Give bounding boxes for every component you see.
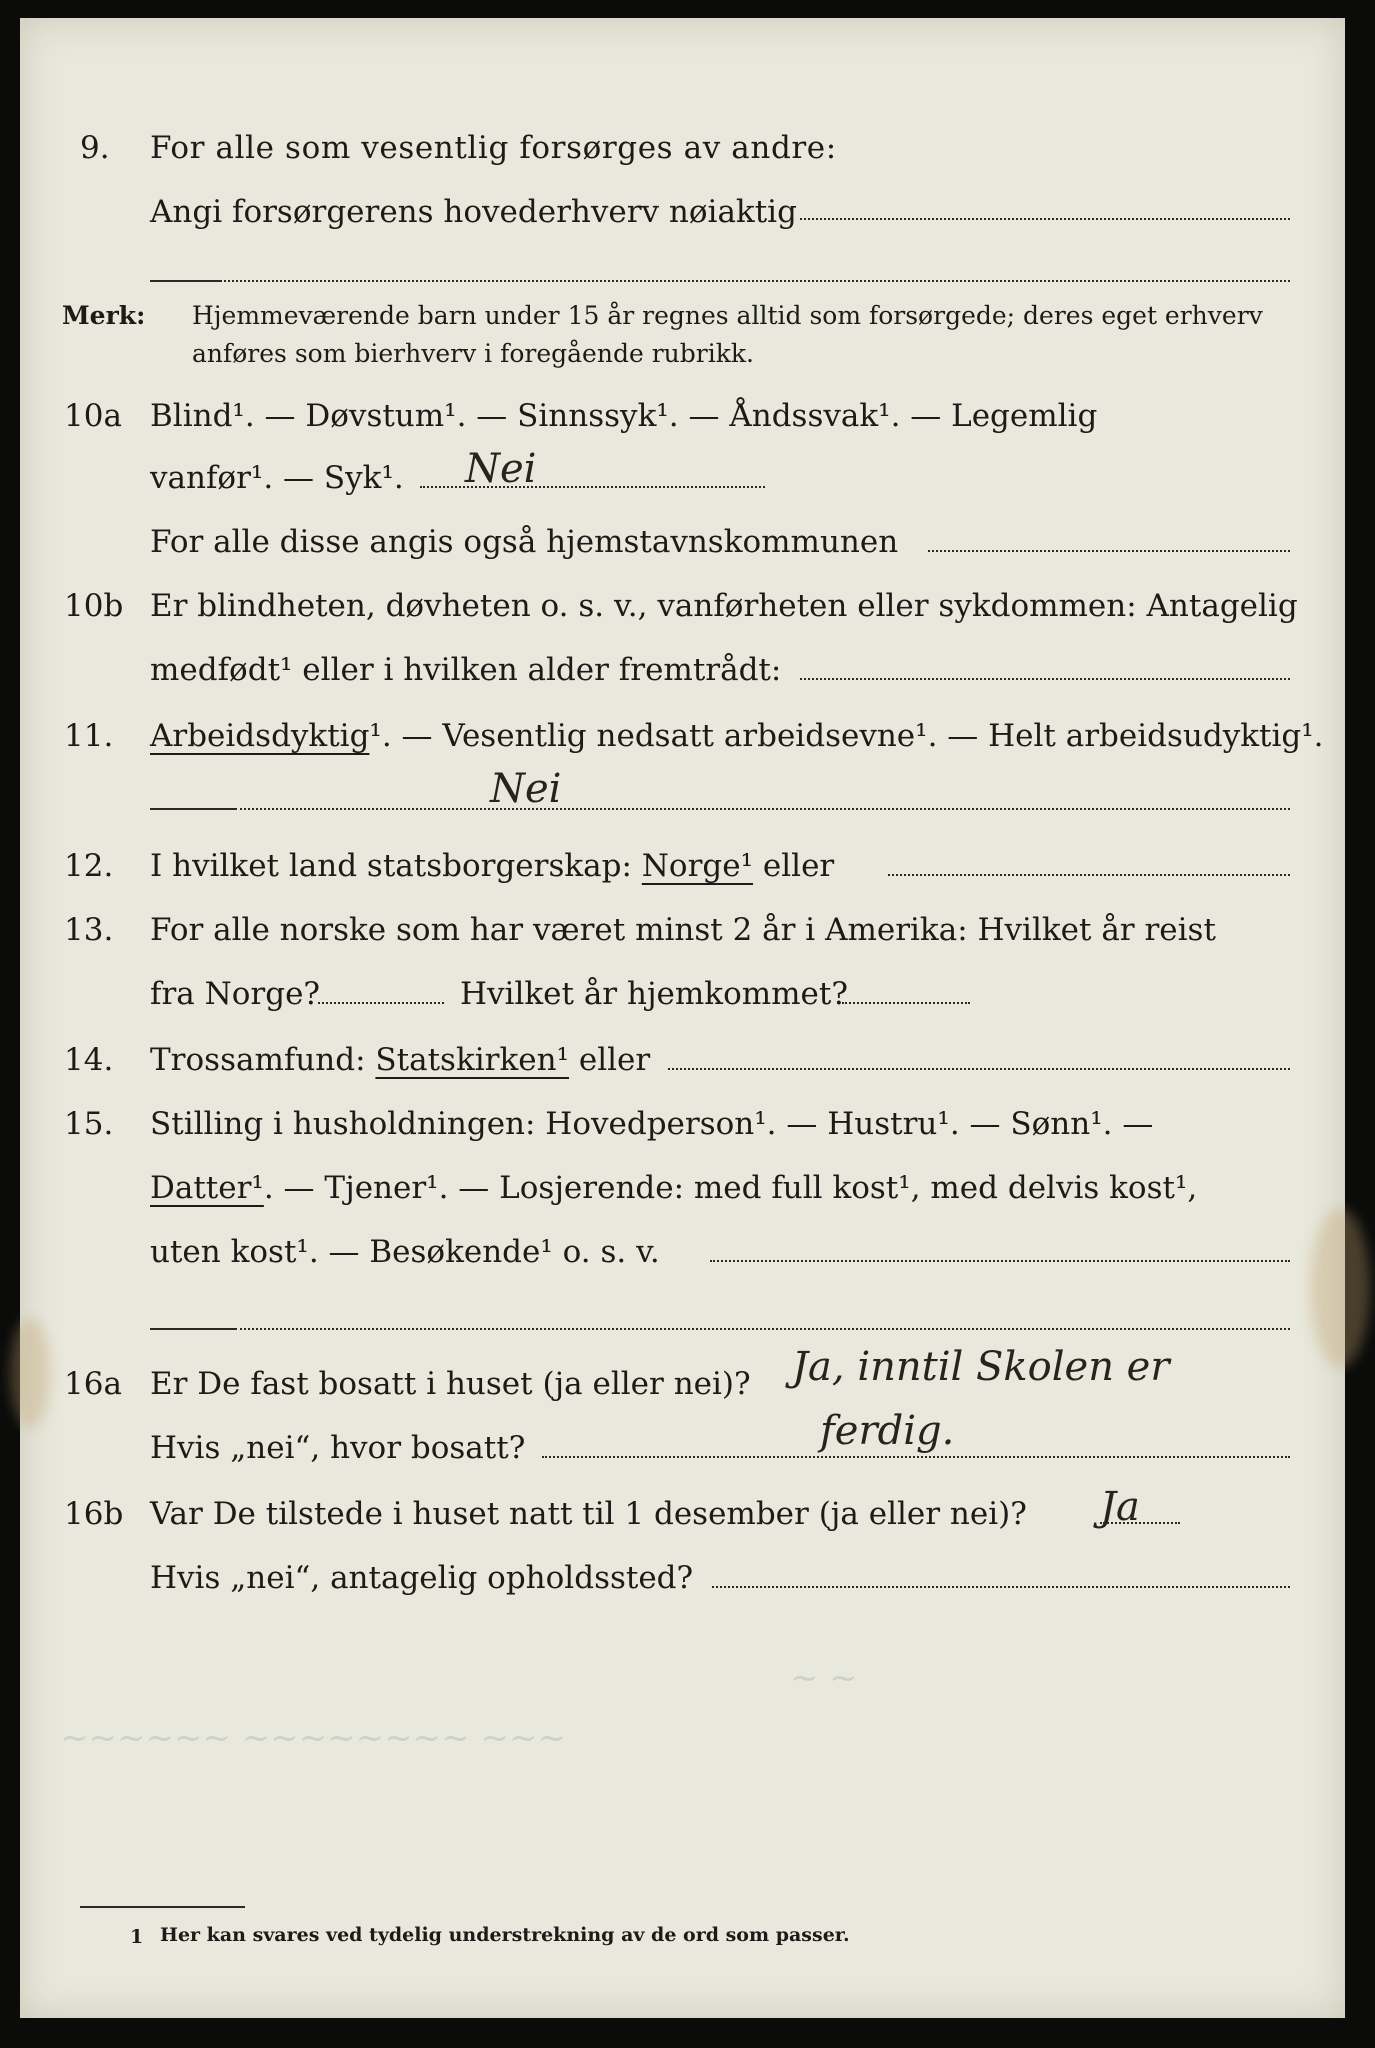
question-14-text [150, 1040, 650, 1080]
selected-option: Norge¹ [641, 848, 754, 884]
merk-label: Merk: [62, 301, 146, 330]
answer-line [150, 808, 235, 810]
answer-line [150, 280, 220, 282]
question-10a-text-2: vanfør¹. — Syk¹. [150, 460, 404, 496]
merk-note-line2: anføres som bierhverv i foregående rubrikk. [192, 339, 754, 368]
question-13-from: fra Norge? [150, 976, 321, 1012]
answer-line [800, 678, 1290, 680]
question-14-label: Trossamfund: [150, 1042, 366, 1078]
answer-line [235, 1328, 1290, 1330]
question-16b-text: Var De tilstede i huset natt til 1 desember (ja eller nei)? [150, 1496, 1027, 1532]
handwritten-answer: Ja [1100, 1484, 1140, 1530]
question-12-label: I hvilket land statsborgerskap: [150, 848, 632, 884]
answer-line [668, 1068, 1290, 1070]
question-11-text [150, 716, 1324, 756]
footnote-rule [80, 1906, 245, 1908]
question-9-prompt: Angi forsørgerens hovederhverv nøiaktig [150, 194, 797, 230]
census-form-page [20, 18, 1345, 2018]
handwritten-answer: Ja, inntil Skolen er [792, 1344, 1170, 1390]
question-number: 16a [64, 1366, 122, 1402]
selected-option: Datter¹ [150, 1170, 264, 1206]
footnote-mark: 1 [130, 1926, 144, 1948]
question-10b-text-2: medfødt¹ eller i hvilken alder fremtrådt: [150, 652, 782, 688]
question-9-text: For alle som vesentlig forsørges av andre: [150, 130, 837, 166]
paper-stain [1310, 1208, 1370, 1368]
answer-line [800, 218, 1290, 220]
answer-line [710, 1260, 1290, 1262]
question-10a-text-3: For alle disse angis også hjemstavnskommunen [150, 524, 899, 560]
question-number: 9. [80, 130, 110, 166]
question-number: 10b [64, 588, 124, 624]
question-15-text-2 [150, 1168, 1197, 1208]
question-12-after: eller [762, 848, 835, 884]
question-16a-text-2: Hvis „nei“, hvor bosatt? [150, 1430, 526, 1466]
answer-line [928, 550, 1290, 552]
answer-line [888, 874, 1290, 876]
question-13-text: For alle norske som har været minst 2 år i Amerika: Hvilket år reist [150, 912, 1216, 948]
answer-line [712, 1586, 1290, 1588]
question-16a-text: Er De fast bosatt i huset (ja eller nei)? [150, 1366, 751, 1402]
question-number: 16b [64, 1496, 124, 1532]
handwritten-answer: Nei [465, 446, 537, 492]
question-15-text-3: uten kost¹. — Besøkende¹ o. s. v. [150, 1234, 660, 1270]
question-12-text [150, 846, 834, 886]
answer-line [542, 1456, 1290, 1458]
question-number: 14. [64, 1042, 114, 1078]
answer-line [150, 1328, 235, 1330]
bleed-through-marks: ~ ~ [790, 1658, 858, 1698]
question-15-text: Stilling i husholdningen: Hovedperson¹. — Hustru¹. — Sønn¹. — [150, 1106, 1154, 1142]
question-number: 10a [64, 398, 122, 434]
selected-option: Arbeidsdyktig [150, 718, 370, 754]
question-14-after: eller [578, 1042, 651, 1078]
question-13-return: Hvilket år hjemkommet? [460, 976, 848, 1012]
answer-line [1100, 1522, 1180, 1524]
question-10a-text: Blind¹. — Døvstum¹. — Sinnssyk¹. — Åndssvak¹. — Legemlig [150, 398, 1098, 434]
answer-line [235, 808, 1290, 810]
bleed-through-marks: ~~~~~~ ~~~~~~~~ ~~~ [60, 1718, 566, 1758]
selected-option: Statskirken¹ [375, 1042, 569, 1078]
question-number: 12. [64, 848, 114, 884]
answer-line [842, 1002, 970, 1004]
answer-line [220, 280, 1290, 282]
question-number: 11. [64, 718, 114, 754]
question-number: 15. [64, 1106, 114, 1142]
question-number: 13. [64, 912, 114, 948]
question-10b-text: Er blindheten, døvheten o. s. v., vanførheten eller sykdommen: Antagelig [150, 588, 1298, 624]
footnote-text: Her kan svares ved tydelig understrekning av de ord som passer. [160, 1924, 850, 1946]
merk-note-line1: Hjemmeværende barn under 15 år regnes alltid som forsørgede; deres eget erhverv [192, 301, 1263, 330]
handwritten-answer-cont: ferdig. [820, 1408, 955, 1454]
paper-stain [10, 1318, 50, 1428]
question-11-options: ¹. — Vesentlig nedsatt arbeidsevne¹. — Helt arbeidsudyktig¹. [369, 718, 1324, 754]
handwritten-answer: Nei [490, 766, 562, 812]
question-16b-text-2: Hvis „nei“, antagelig opholdssted? [150, 1560, 694, 1596]
question-15-options: . — Tjener¹. — Losjerende: med full kost¹, med delvis kost¹, [263, 1170, 1198, 1206]
answer-line [318, 1002, 444, 1004]
